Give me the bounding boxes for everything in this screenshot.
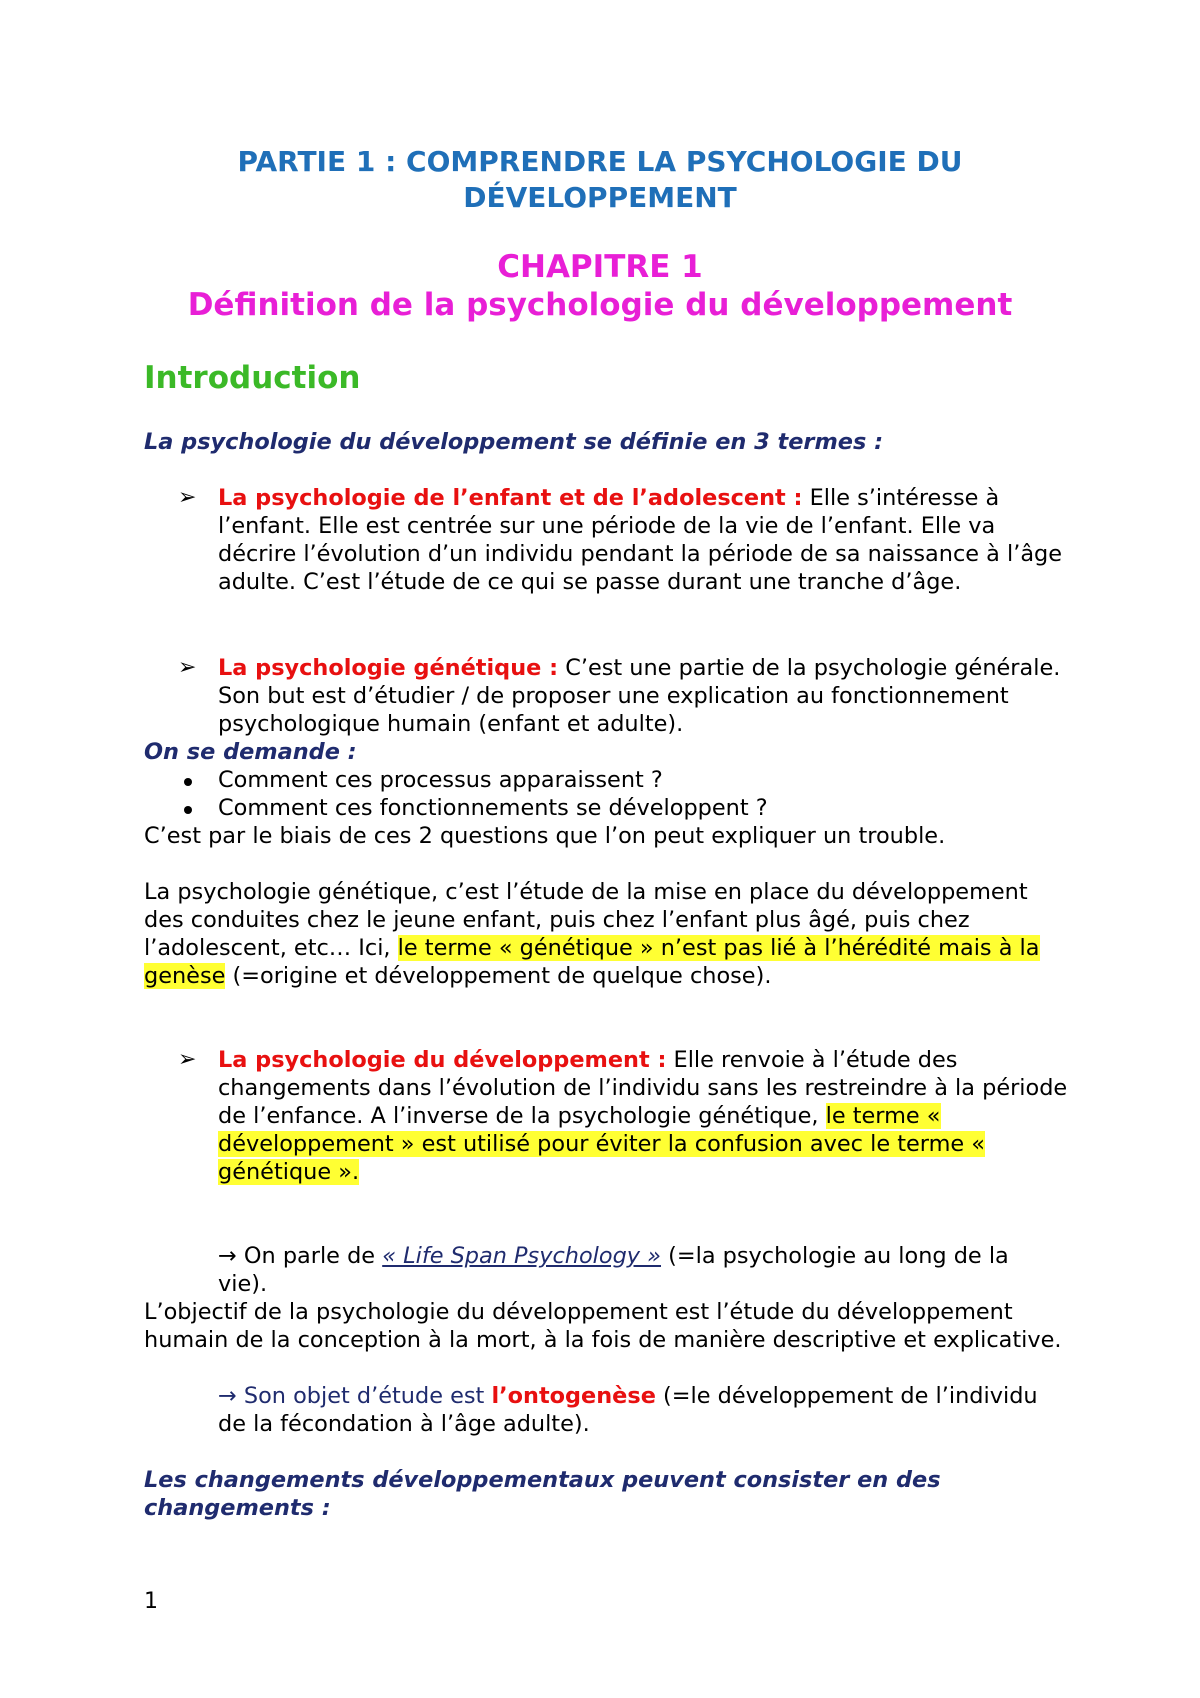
ontogenese-paragraph <box>144 1382 1064 1438</box>
arrowhead-bullet-icon: ➢ <box>178 485 197 510</box>
ontogenese-prefix: Son objet d’étude est <box>236 1383 492 1409</box>
question-2: Comment ces fonctionnements se développent ? <box>218 795 768 821</box>
list-item <box>176 794 1056 822</box>
part-title-line2: DÉVELOPPEMENT <box>463 181 737 214</box>
item-genetique-text: C’est une partie de la psychologie générale. Son but est d’étudier / de proposer une explication au fonctionnement psychologique humain (enfant et adulte). <box>218 655 1061 737</box>
ontogenese-term: l’ontogenèse <box>491 1383 656 1409</box>
part-title <box>140 144 1060 216</box>
item-enfant <box>218 484 1070 596</box>
genetique-paragraph-highlight: le terme « génétique » n’est pas lié à l’hérédité mais à la genèse <box>144 935 1040 989</box>
chapter-number: CHAPITRE 1 <box>497 249 703 285</box>
list-item <box>176 766 1056 794</box>
questions-list <box>176 766 1056 822</box>
lifespan-suffix: (=la psychologie au long de la vie). <box>218 1243 1009 1297</box>
part-title-line1: PARTIE 1 : COMPRENDRE LA PSYCHOLOGIE DU <box>237 145 963 178</box>
intro-heading: Introduction <box>144 360 361 396</box>
genetique-paragraph-tail: (=origine et développement de quelque chose). <box>225 963 772 989</box>
right-arrow-icon: → <box>218 1243 237 1269</box>
genetique-paragraph <box>144 878 1064 990</box>
item-developpement-label: La psychologie du développement : <box>218 1047 667 1073</box>
arrowhead-bullet-icon: ➢ <box>178 1047 197 1072</box>
item-developpement <box>218 1046 1070 1186</box>
questions-lead: On se demande : <box>144 739 357 765</box>
page-number: 1 <box>144 1589 158 1614</box>
bullet-dot-icon <box>184 806 192 814</box>
question-1: Comment ces processus apparaissent ? <box>218 767 663 793</box>
lifespan-prefix: On parle de <box>236 1243 383 1269</box>
arrowhead-bullet-icon: ➢ <box>178 655 197 680</box>
item-genetique <box>218 654 1070 738</box>
lifespan-paragraph <box>144 1242 1064 1298</box>
changements-lead: Les changements développementaux peuvent consister en des changements : <box>144 1467 941 1521</box>
chapter-title: Définition de la psychologie du développement <box>187 287 1013 323</box>
bullet-dot-icon <box>184 778 192 786</box>
item-developpement-highlight: le terme « développement » est utilisé pour éviter la confusion avec le terme « génétique ». <box>218 1103 985 1185</box>
item-enfant-text: Elle s’intéresse à l’enfant. Elle est centrée sur une période de la vie de l’enfant. Elle va décrire l’évolution d’un individu pendant la période de sa naissance à l’âge adulte. C’est l’étude de ce qui se passe durant une tranche d’âge. <box>218 485 1063 595</box>
item-developpement-text: Elle renvoie à l’étude des changements dans l’évolution de l’individu sans les restreindre à la période de l’enfance. A l’inverse de la psychologie génétique, <box>218 1047 1068 1129</box>
intro-lead: La psychologie du développement se définie en 3 termes : <box>144 429 884 455</box>
lifespan-term: « Life Span Psychology » <box>382 1243 661 1269</box>
item-enfant-label: La psychologie de l’enfant et de l’adolescent : <box>218 485 803 511</box>
right-arrow-icon: → <box>218 1383 237 1409</box>
ontogenese-suffix: (=le développement de l’individu de la fécondation à l’âge adulte). <box>218 1383 1038 1437</box>
objectif-paragraph: L’objectif de la psychologie du développement est l’étude du développement humain de la conception à la mort, à la fois de manière descriptive et explicative. <box>144 1299 1062 1353</box>
questions-conclusion: C’est par le biais de ces 2 questions que l’on peut expliquer un trouble. <box>144 823 946 849</box>
genetique-paragraph-text: La psychologie génétique, c’est l’étude de la mise en place du développement des conduites chez le jeune enfant, puis chez l’enfant plus âgé, puis chez l’adolescent, etc… Ici, <box>144 879 1028 961</box>
item-genetique-label: La psychologie génétique : <box>218 655 559 681</box>
